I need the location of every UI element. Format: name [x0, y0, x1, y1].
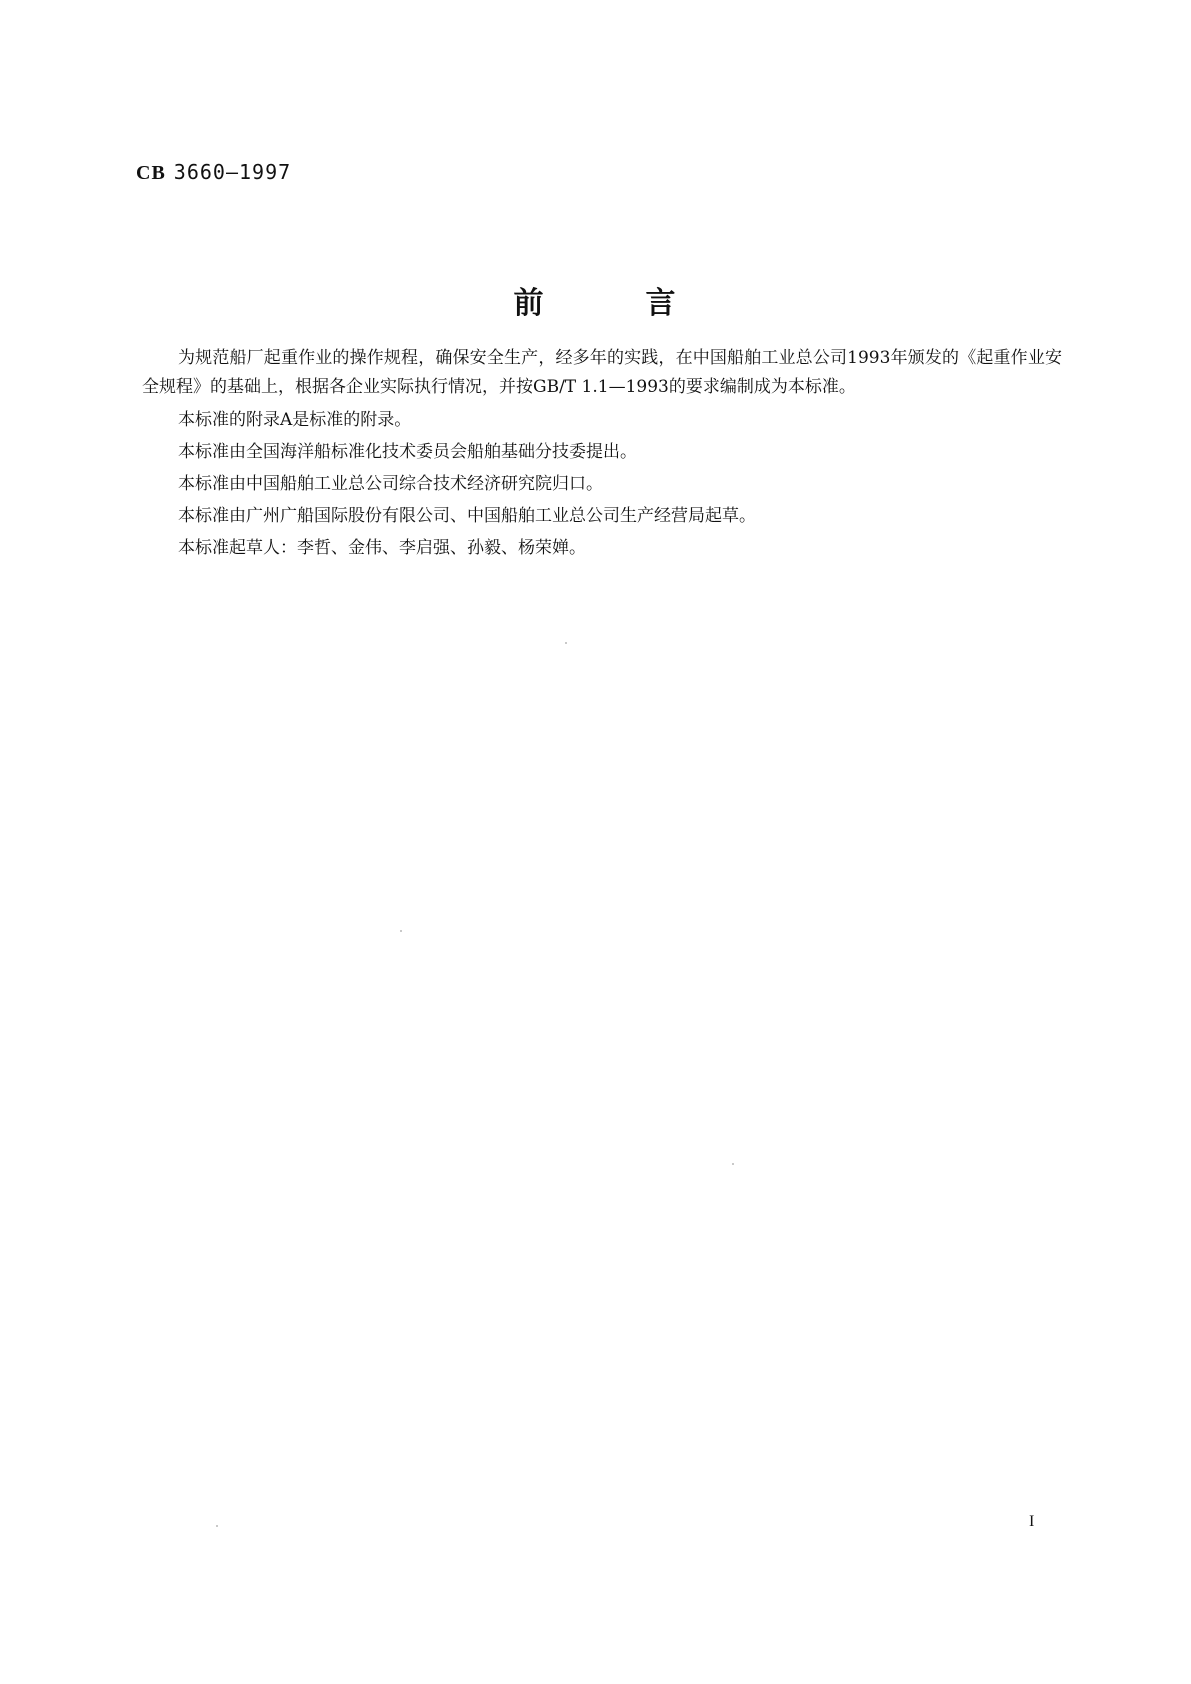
- paragraph-administrator: 本标准由中国船舶工业总公司综合技术经济研究院归口。: [178, 474, 603, 494]
- paragraph-drafting-org: 本标准由广州广船国际股份有限公司、中国船舶工业总公司生产经营局起草。: [178, 506, 756, 526]
- standard-number: 3660—1997: [173, 160, 292, 184]
- paragraph-purpose: 为规范船厂起重作业的操作规程，确保安全生产，经多年的实践，在中国船舶工业总公司1993年颁发的《起重作业安全规程》的基础上，根据各企业实际执行情况，并按GB/T 1.1—1993的要求编制成为本标准。: [142, 348, 1062, 397]
- standard-prefix: CB: [136, 162, 166, 184]
- foreword-body: [142, 344, 1062, 566]
- page-title: [0, 278, 1191, 322]
- title-char-2: 言: [645, 286, 678, 321]
- paragraph-appendix: 本标准的附录A是标准的附录。: [178, 410, 412, 430]
- paragraph-drafters: 本标准起草人：李哲、金伟、李启强、孙毅、杨荣婵。: [178, 538, 586, 558]
- title-char-1: 前: [513, 286, 546, 321]
- page-number: I: [1029, 1513, 1035, 1530]
- paragraph-proposer: 本标准由全国海洋船标准化技术委员会船舶基础分技委提出。: [178, 442, 637, 462]
- standard-code: [136, 160, 291, 185]
